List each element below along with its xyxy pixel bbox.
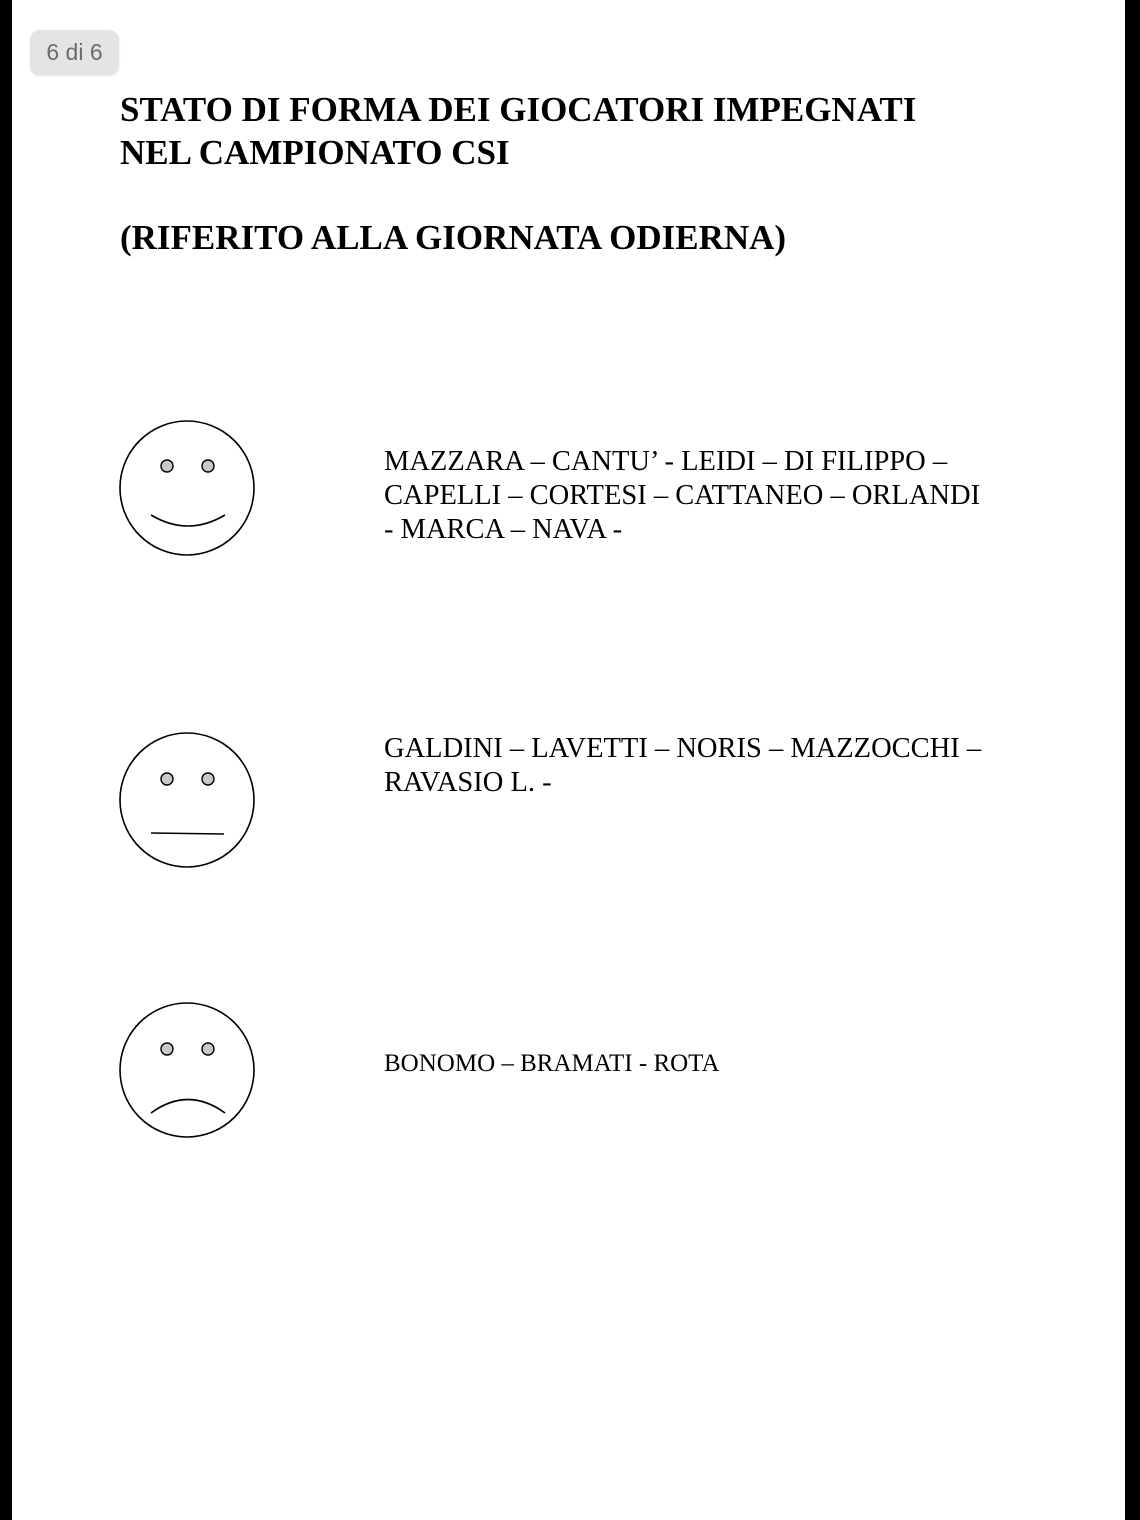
player-line: BONOMO – BRAMATI - ROTA	[384, 1050, 720, 1077]
title-line: STATO DI FORMA DEI GIOCATORI IMPEGNATI	[120, 90, 917, 129]
player-line: MAZZARA – CANTU’ - LEIDI – DI FILIPPO –	[384, 446, 948, 477]
player-line: CAPELLI – CORTESI – CATTANEO – ORLANDI	[384, 480, 981, 511]
page-indicator: 6 di 6	[30, 30, 119, 75]
document-subtitle: (RIFERITO ALLA GIORNATA ODIERNA)	[120, 218, 787, 257]
player-line: - MARCA – NAVA -	[384, 514, 623, 545]
neutral-face-icon	[117, 730, 257, 870]
happy-face-icon	[117, 418, 257, 558]
document-title	[120, 88, 1080, 174]
player-line: GALDINI – LAVETTI – NORIS – MAZZOCCHI –	[384, 733, 982, 764]
sad-face-icon	[117, 1000, 257, 1140]
title-line: NEL CAMPIONATO CSI	[120, 133, 510, 172]
player-line: RAVASIO L. -	[384, 767, 552, 798]
player-list-poor-form	[384, 1049, 1074, 1079]
player-list-good-form	[384, 445, 1074, 547]
player-list-average-form	[384, 732, 1074, 800]
